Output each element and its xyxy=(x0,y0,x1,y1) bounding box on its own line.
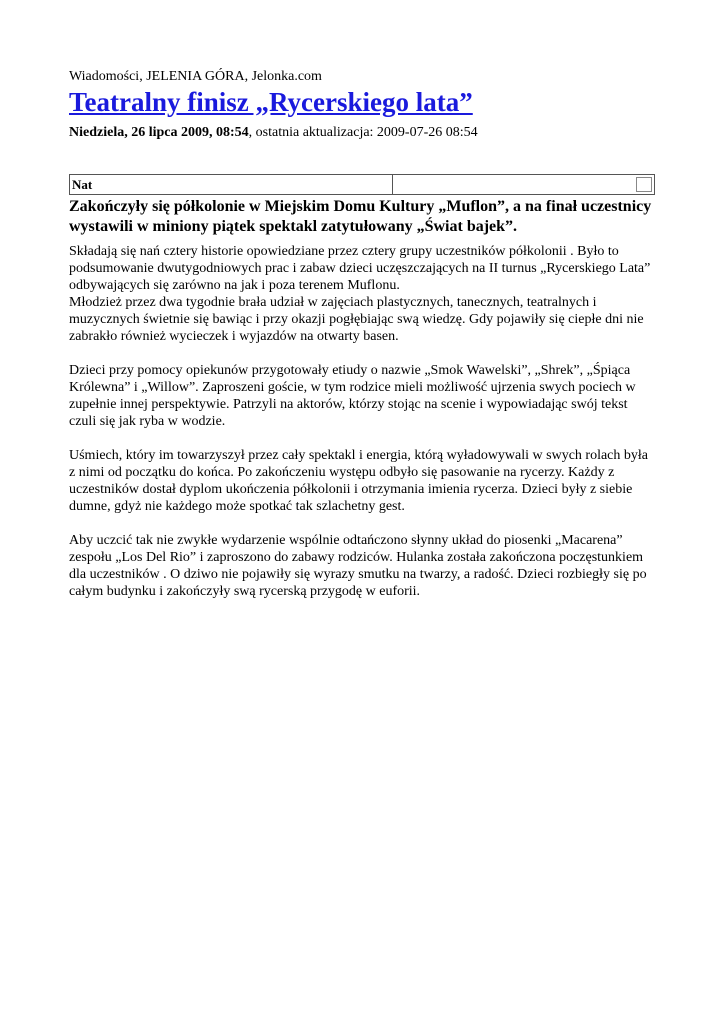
article-title-link[interactable]: Teatralny finisz „Rycerskiego lata” xyxy=(69,87,473,117)
paragraph: Młodzież przez dwa tygodnie brała udział w zajęciach plastycznych, tanecznych, teatralnych i muzycznych świetnie się bawiąc i przy okazji pogłębiając swą wiedzę. Gdy pojawiły się ciepłe dni nie zabrakło również wycieczek i wyjazdów na otwarty basen. xyxy=(69,295,644,344)
article xyxy=(69,68,656,600)
image-placeholder-icon xyxy=(636,177,652,192)
article-meta xyxy=(69,124,656,141)
author-name: Nat xyxy=(70,175,393,194)
article-body xyxy=(69,243,656,600)
article-lead: Zakończyły się półkolonie w Miejskim Domu Kultury „Muflon”, a na finał uczestnicy wystawili w miniony piątek spektakl zatytułowany „Świat bajek”. xyxy=(69,198,652,235)
paragraph: Uśmiech, który im towarzyszył przez cały spektakl i energia, którą wyładowywali w swych rolach była z nimi od początku do końca. Po zakończeniu występu odbyło się pasowanie na rycerzy. Każdy z uczestników dostał dyplom ukończenia półkolonii i otrzymania imienia rycerza. Dzieci były z siebie dumne, gdyż nie każdego może spotkać tak szlachetny gest. xyxy=(69,448,649,514)
publish-date: Niedziela, 26 lipca 2009, 08:54 xyxy=(69,125,249,140)
paragraph: Składają się nań cztery historie opowiedziane przez cztery grupy uczestników półkolonii . Było to podsumowanie dwutygodniowych prac i zabaw dzieci uczęszczających na II turnus „Rycerskiego Lata” odbywających się zarówno na jak i poza terenem Muflonu. xyxy=(69,244,651,293)
author-image-cell xyxy=(393,175,654,194)
breadcrumb: Wiadomości, JELENIA GÓRA, Jelonka.com xyxy=(69,69,322,84)
paragraph: Dzieci przy pomocy opiekunów przygotowały etiudy o nazwie „Smok Wawelski”, „Shrek”, „Śpiąca Królewna” i „Willow”. Zaproszeni goście, w tym rodzice mieli możliwość ujrzenia swych pociech w zupełnie innej perspektywie. Patrzyli na aktorów, którzy stojąc na scenie i wypowiadając swój tekst czuli się jak ryba w wodzie. xyxy=(69,363,636,429)
author-table xyxy=(69,174,655,195)
paragraph: Aby uczcić tak nie zwykłe wydarzenie wspólnie odtańczono słynny układ do piosenki „Macarena” zespołu „Los Del Rio” i zaproszono do zabawy rodziców. Hulanka została zakończona poczęstunkiem dla uczestników . O dziwo nie pojawiły się wyrazy smutku na twarzy, a radość. Dzieci rozbiegły się po całym budynku i zakończyły swą rycerską przygodę w euforii. xyxy=(69,533,647,599)
last-updated: , ostatnia aktualizacja: 2009-07-26 08:54 xyxy=(248,125,478,140)
